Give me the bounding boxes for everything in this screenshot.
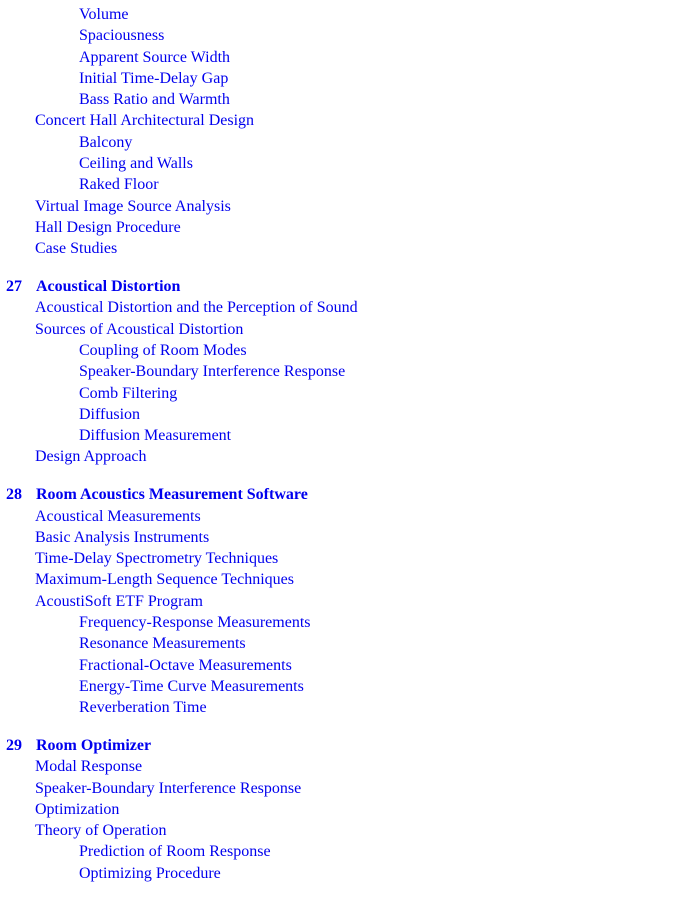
toc-section-link[interactable]: Theory of Operation xyxy=(35,822,167,840)
toc-subsection-link[interactable]: Spaciousness xyxy=(79,27,165,45)
toc-subsection-link[interactable]: Fractional-Octave Measurements xyxy=(79,656,292,674)
chapter-title-link[interactable]: Room Optimizer xyxy=(36,737,152,754)
toc-subsection-link[interactable]: Apparent Source Width xyxy=(79,48,231,66)
chapter-number: 28 xyxy=(6,486,22,504)
table-of-contents xyxy=(0,4,695,884)
toc-section-link[interactable]: Basic Analysis Instruments xyxy=(35,528,210,546)
chapter-heading xyxy=(0,735,695,756)
toc-section-link[interactable]: Modal Response xyxy=(35,758,143,776)
toc-subsection-link[interactable]: Diffusion Measurement xyxy=(79,427,232,445)
toc-section-link[interactable]: Optimization xyxy=(35,800,120,818)
toc-subsection-link[interactable]: Energy-Time Curve Measurements xyxy=(79,677,304,695)
toc-subsection-link[interactable]: Resonance Measurements xyxy=(79,635,246,653)
toc-section-link[interactable]: Concert Hall Architectural Design xyxy=(35,112,255,130)
chapter-number: 27 xyxy=(6,278,22,296)
chapter-title-link[interactable]: Acoustical Distortion xyxy=(36,278,181,296)
chapter-block xyxy=(0,276,695,468)
toc-subsection-link[interactable]: Ceiling and Walls xyxy=(79,155,193,173)
toc-subsection-link[interactable]: Raked Floor xyxy=(79,176,159,194)
toc-section-link[interactable]: Case Studies xyxy=(35,240,118,258)
chapter-block xyxy=(0,484,695,718)
continued-section xyxy=(0,4,695,260)
toc-subsection-link[interactable]: Prediction of Room Response xyxy=(79,843,271,861)
toc-subsection-link[interactable]: Speaker-Boundary Interference Response xyxy=(79,363,346,381)
toc-section-link[interactable]: Virtual Image Source Analysis xyxy=(35,197,231,215)
toc-subsection-link[interactable]: Diffusion xyxy=(79,405,141,423)
chapters-container xyxy=(0,276,695,884)
chapter-heading xyxy=(0,484,695,505)
chapter-heading xyxy=(0,276,695,297)
toc-section-link[interactable]: Acoustical Distortion and the Perception of Sound xyxy=(35,299,358,317)
toc-subsection-link[interactable]: Reverberation Time xyxy=(79,699,207,717)
toc-section-link[interactable]: Time-Delay Spectrometry Techniques xyxy=(35,550,279,568)
chapter-title-link[interactable]: Room Acoustics Measurement Software xyxy=(36,486,308,504)
toc-subsection-link[interactable]: Optimizing Procedure xyxy=(79,864,221,882)
toc-section-link[interactable]: AcoustiSoft ETF Program xyxy=(35,592,203,610)
toc-subsection-link[interactable]: Volume xyxy=(79,6,129,23)
toc-section-link[interactable]: Maximum-Length Sequence Techniques xyxy=(35,571,294,589)
toc-subsection-link[interactable]: Comb Filtering xyxy=(79,384,178,402)
toc-subsection-link[interactable]: Coupling of Room Modes xyxy=(79,341,247,359)
toc-subsection-link[interactable]: Initial Time-Delay Gap xyxy=(79,69,229,87)
toc-subsection-link[interactable]: Balcony xyxy=(79,133,133,151)
toc-section-link[interactable]: Sources of Acoustical Distortion xyxy=(35,320,244,338)
chapter-block xyxy=(0,735,695,884)
toc-subsection-link[interactable]: Bass Ratio and Warmth xyxy=(79,91,230,109)
toc-section-link[interactable]: Design Approach xyxy=(35,448,147,466)
chapter-number: 29 xyxy=(6,737,22,754)
toc-section-link[interactable]: Acoustical Measurements xyxy=(35,507,201,525)
toc-subsection-link[interactable]: Frequency-Response Measurements xyxy=(79,614,311,632)
toc-section-link[interactable]: Hall Design Procedure xyxy=(35,218,181,236)
toc-section-link[interactable]: Speaker-Boundary Interference Response xyxy=(35,779,302,797)
